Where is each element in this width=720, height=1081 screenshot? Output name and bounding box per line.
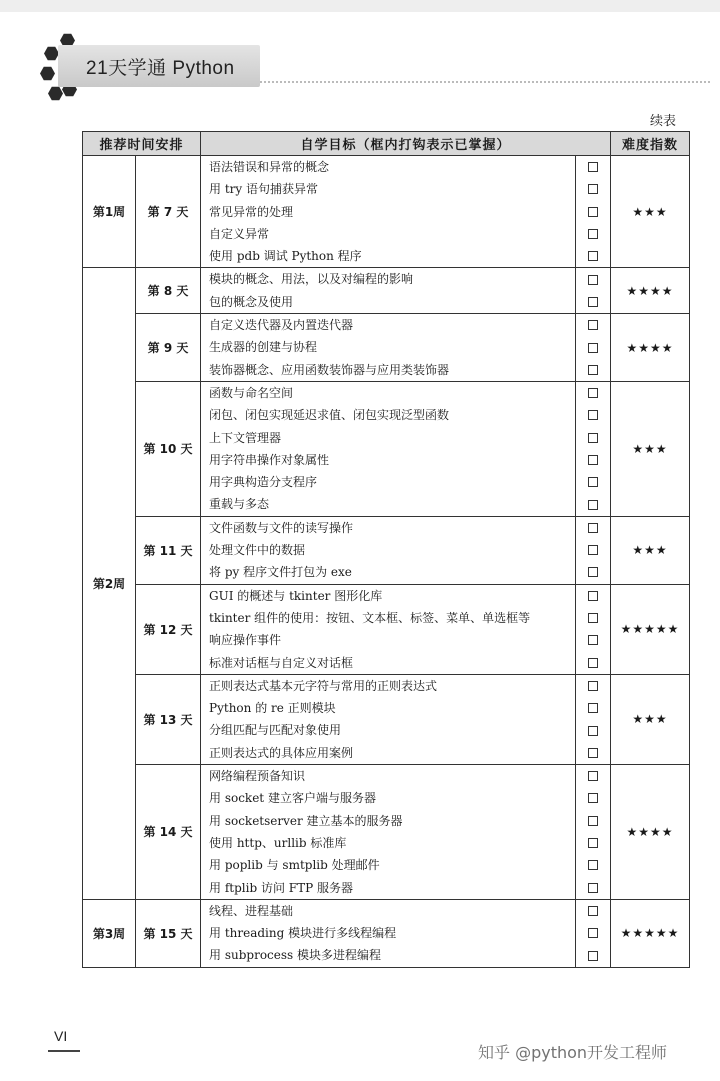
mastery-checkbox-wrapper [576, 675, 610, 697]
mastery-checkbox-wrapper [576, 742, 610, 764]
checkbox-cell [576, 899, 611, 967]
topic-item: 正则表达式基本元字符与常用的正则表达式 [209, 678, 438, 693]
mastery-checkbox[interactable] [588, 433, 598, 443]
mastery-checkbox[interactable] [588, 816, 598, 826]
mastery-checkbox-wrapper [576, 854, 610, 876]
mastery-checkbox-wrapper [576, 336, 610, 358]
week-cell: 第2周 [83, 268, 136, 899]
mastery-checkbox-wrapper [576, 629, 610, 651]
mastery-checkbox-wrapper [576, 607, 610, 629]
checkbox-cell [576, 156, 611, 268]
topic-item: 生成器的创建与协程 [209, 340, 318, 355]
day-cell: 第 14 天 [136, 765, 201, 900]
checkbox-cell [576, 584, 611, 674]
mastery-checkbox[interactable] [588, 951, 598, 961]
topic-item: 函数与命名空间 [209, 385, 294, 400]
topic-item: 使用 http、urllib 标准库 [209, 835, 347, 850]
mastery-checkbox[interactable] [588, 500, 598, 510]
table-row [83, 268, 690, 314]
topic-item: 用 subprocess 模块多进程编程 [209, 948, 381, 963]
table-row [83, 899, 690, 967]
mastery-checkbox-wrapper [576, 719, 610, 741]
mastery-checkbox-wrapper [576, 900, 610, 922]
mastery-checkbox[interactable] [588, 162, 598, 172]
mastery-checkbox[interactable] [588, 455, 598, 465]
topic-item: 标准对话框与自定义对话框 [209, 655, 354, 670]
mastery-checkbox[interactable] [588, 703, 598, 713]
mastery-checkbox-wrapper [576, 561, 610, 583]
table-row [83, 516, 690, 584]
mastery-checkbox-wrapper [576, 201, 610, 223]
top-margin-strip [0, 0, 720, 12]
day-cell: 第 10 天 [136, 381, 201, 516]
topic-item: 语法错误和异常的概念 [209, 160, 330, 174]
day-cell: 第 15 天 [136, 899, 201, 967]
mastery-checkbox[interactable] [588, 523, 598, 533]
mastery-checkbox-wrapper [576, 314, 610, 336]
mastery-checkbox[interactable] [588, 297, 598, 307]
mastery-checkbox[interactable] [588, 906, 598, 916]
hexagon-decoration-icon [44, 46, 59, 61]
topic-item: 用字典构造分支程序 [209, 475, 318, 490]
difficulty-stars: ★★★★ [611, 314, 690, 382]
mastery-checkbox-wrapper [576, 787, 610, 809]
topic-item: 处理文件中的数据 [209, 543, 306, 558]
mastery-checkbox[interactable] [588, 477, 598, 487]
mastery-checkbox-wrapper [576, 810, 610, 832]
difficulty-stars: ★★★ [611, 674, 690, 764]
topic-item: 响应操作事件 [209, 633, 282, 648]
table-row [83, 584, 690, 674]
mastery-checkbox-wrapper [576, 539, 610, 561]
day-cell: 第 12 天 [136, 584, 201, 674]
table-header-row [83, 132, 690, 156]
mastery-checkbox[interactable] [588, 928, 598, 938]
difficulty-stars: ★★★★ [611, 268, 690, 314]
checkbox-cell [576, 765, 611, 900]
topic-item: 用字符串操作对象属性 [209, 452, 330, 467]
topic-item: tkinter 组件的使用：按钮、文本框、标签、菜单、单选框等 [209, 610, 531, 625]
topic-item: GUI 的概述与 tkinter 图形化库 [209, 588, 383, 603]
mastery-checkbox[interactable] [588, 229, 598, 239]
topic-item: 装饰器概念、应用函数装饰器与应用类装饰器 [209, 362, 450, 377]
difficulty-stars: ★★★★★ [611, 584, 690, 674]
schedule-header: 推荐时间安排 [83, 132, 201, 156]
mastery-checkbox[interactable] [588, 635, 598, 645]
difficulty-header: 难度指数 [611, 132, 690, 156]
topics-cell [201, 156, 576, 268]
topic-item: 使用 pdb 调试 Python 程序 [209, 249, 362, 264]
mastery-checkbox-wrapper [576, 245, 610, 267]
topic-item: 用 socketserver 建立基本的服务器 [209, 813, 403, 828]
mastery-checkbox[interactable] [588, 591, 598, 601]
topic-item: 网络编程预备知识 [209, 769, 306, 784]
mastery-checkbox-wrapper [576, 449, 610, 471]
mastery-checkbox[interactable] [588, 883, 598, 893]
day-cell: 第 7 天 [136, 156, 201, 268]
mastery-checkbox[interactable] [588, 658, 598, 668]
topic-item: Python 的 re 正则模块 [209, 701, 336, 716]
difficulty-stars: ★★★ [611, 516, 690, 584]
topic-item: 闭包、闭包实现延迟求值、闭包实现泛型函数 [209, 408, 450, 423]
mastery-checkbox-wrapper [576, 922, 610, 944]
mastery-checkbox[interactable] [588, 320, 598, 330]
topic-item: 用 socket 建立客户端与服务器 [209, 791, 376, 806]
topic-item: 上下文管理器 [209, 430, 282, 445]
mastery-checkbox-wrapper [576, 427, 610, 449]
mastery-checkbox-wrapper [576, 944, 610, 966]
topic-item: 包的概念及使用 [209, 294, 294, 309]
page-number: VI [54, 1028, 68, 1044]
topics-cell [201, 516, 576, 584]
topic-item: 重载与多态 [209, 497, 270, 512]
mastery-checkbox-wrapper [576, 178, 610, 200]
mastery-checkbox-wrapper [576, 832, 610, 854]
book-title: 21天学通 Python [86, 58, 235, 79]
mastery-checkbox[interactable] [588, 793, 598, 803]
topic-item: 用 poplib 与 smtplib 处理邮件 [209, 858, 380, 873]
mastery-checkbox-wrapper [576, 652, 610, 674]
mastery-checkbox[interactable] [588, 681, 598, 691]
topic-item: 用 ftplib 访问 FTP 服务器 [209, 880, 353, 895]
table-row [83, 765, 690, 900]
mastery-checkbox[interactable] [588, 748, 598, 758]
day-cell: 第 11 天 [136, 516, 201, 584]
difficulty-stars: ★★★★★ [611, 899, 690, 967]
book-header [0, 28, 720, 108]
topic-item: 用 try 语句捕获异常 [209, 182, 318, 197]
topics-cell [201, 584, 576, 674]
topic-item: 分组匹配与匹配对象使用 [209, 723, 342, 738]
mastery-checkbox-wrapper [576, 291, 610, 313]
mastery-checkbox-wrapper [576, 877, 610, 899]
checkbox-cell [576, 314, 611, 382]
topic-item: 常见异常的处理 [209, 204, 294, 219]
mastery-checkbox[interactable] [588, 613, 598, 623]
table-row [83, 314, 690, 382]
page-number-rule [48, 1050, 80, 1052]
topic-item: 用 threading 模块进行多线程编程 [209, 926, 397, 941]
topics-cell [201, 268, 576, 314]
hexagon-decoration-icon [40, 66, 55, 81]
difficulty-stars: ★★★ [611, 156, 690, 268]
topics-cell [201, 765, 576, 900]
week-cell: 第3周 [83, 899, 136, 967]
table-row [83, 381, 690, 516]
mastery-checkbox-wrapper [576, 517, 610, 539]
mastery-checkbox-wrapper [576, 268, 610, 290]
mastery-checkbox[interactable] [588, 343, 598, 353]
topics-cell [201, 381, 576, 516]
topic-item: 模块的概念、用法，以及对编程的影响 [209, 272, 414, 287]
hexagon-decoration-icon [48, 86, 63, 101]
watermark: 知乎 @python开发工程师 [478, 1043, 668, 1062]
mastery-checkbox-wrapper [576, 585, 610, 607]
mastery-checkbox-wrapper [576, 493, 610, 515]
topic-item: 正则表达式的具体应用案例 [209, 745, 354, 760]
mastery-checkbox[interactable] [588, 410, 598, 420]
mastery-checkbox[interactable] [588, 207, 598, 217]
mastery-checkbox-wrapper [576, 156, 610, 178]
checkbox-cell [576, 268, 611, 314]
table-row [83, 156, 690, 268]
mastery-checkbox-wrapper [576, 359, 610, 381]
mastery-checkbox[interactable] [588, 275, 598, 285]
mastery-checkbox[interactable] [588, 567, 598, 577]
continued-label: 续表 [650, 114, 677, 129]
mastery-checkbox[interactable] [588, 860, 598, 870]
mastery-checkbox[interactable] [588, 726, 598, 736]
topics-cell [201, 314, 576, 382]
mastery-checkbox[interactable] [588, 184, 598, 194]
mastery-checkbox-wrapper [576, 697, 610, 719]
day-cell: 第 13 天 [136, 674, 201, 764]
header-dotted-rule [260, 81, 710, 83]
mastery-checkbox[interactable] [588, 251, 598, 261]
mastery-checkbox-wrapper [576, 404, 610, 426]
topics-cell [201, 899, 576, 967]
mastery-checkbox-wrapper [576, 765, 610, 787]
topic-item: 文件函数与文件的读写操作 [209, 520, 354, 535]
mastery-checkbox-wrapper [576, 382, 610, 404]
topic-item: 线程、进程基础 [209, 903, 294, 918]
difficulty-stars: ★★★★ [611, 765, 690, 900]
checkbox-cell [576, 516, 611, 584]
topic-item: 将 py 程序文件打包为 exe [209, 565, 352, 580]
checkbox-cell [576, 674, 611, 764]
mastery-checkbox[interactable] [588, 365, 598, 375]
topic-item: 自定义异常 [209, 226, 270, 241]
mastery-checkbox-wrapper [576, 471, 610, 493]
day-cell: 第 8 天 [136, 268, 201, 314]
mastery-checkbox-wrapper [576, 223, 610, 245]
mastery-checkbox[interactable] [588, 545, 598, 555]
table-row [83, 674, 690, 764]
week-cell: 第1周 [83, 156, 136, 268]
day-cell: 第 9 天 [136, 314, 201, 382]
mastery-checkbox[interactable] [588, 838, 598, 848]
checkbox-cell [576, 381, 611, 516]
difficulty-stars: ★★★ [611, 381, 690, 516]
goal-header: 自学目标（框内打钩表示已掌握） [201, 132, 611, 156]
study-schedule-table [82, 131, 690, 968]
topic-item: 自定义迭代器及内置迭代器 [209, 318, 354, 333]
mastery-checkbox[interactable] [588, 771, 598, 781]
topics-cell [201, 674, 576, 764]
mastery-checkbox[interactable] [588, 388, 598, 398]
